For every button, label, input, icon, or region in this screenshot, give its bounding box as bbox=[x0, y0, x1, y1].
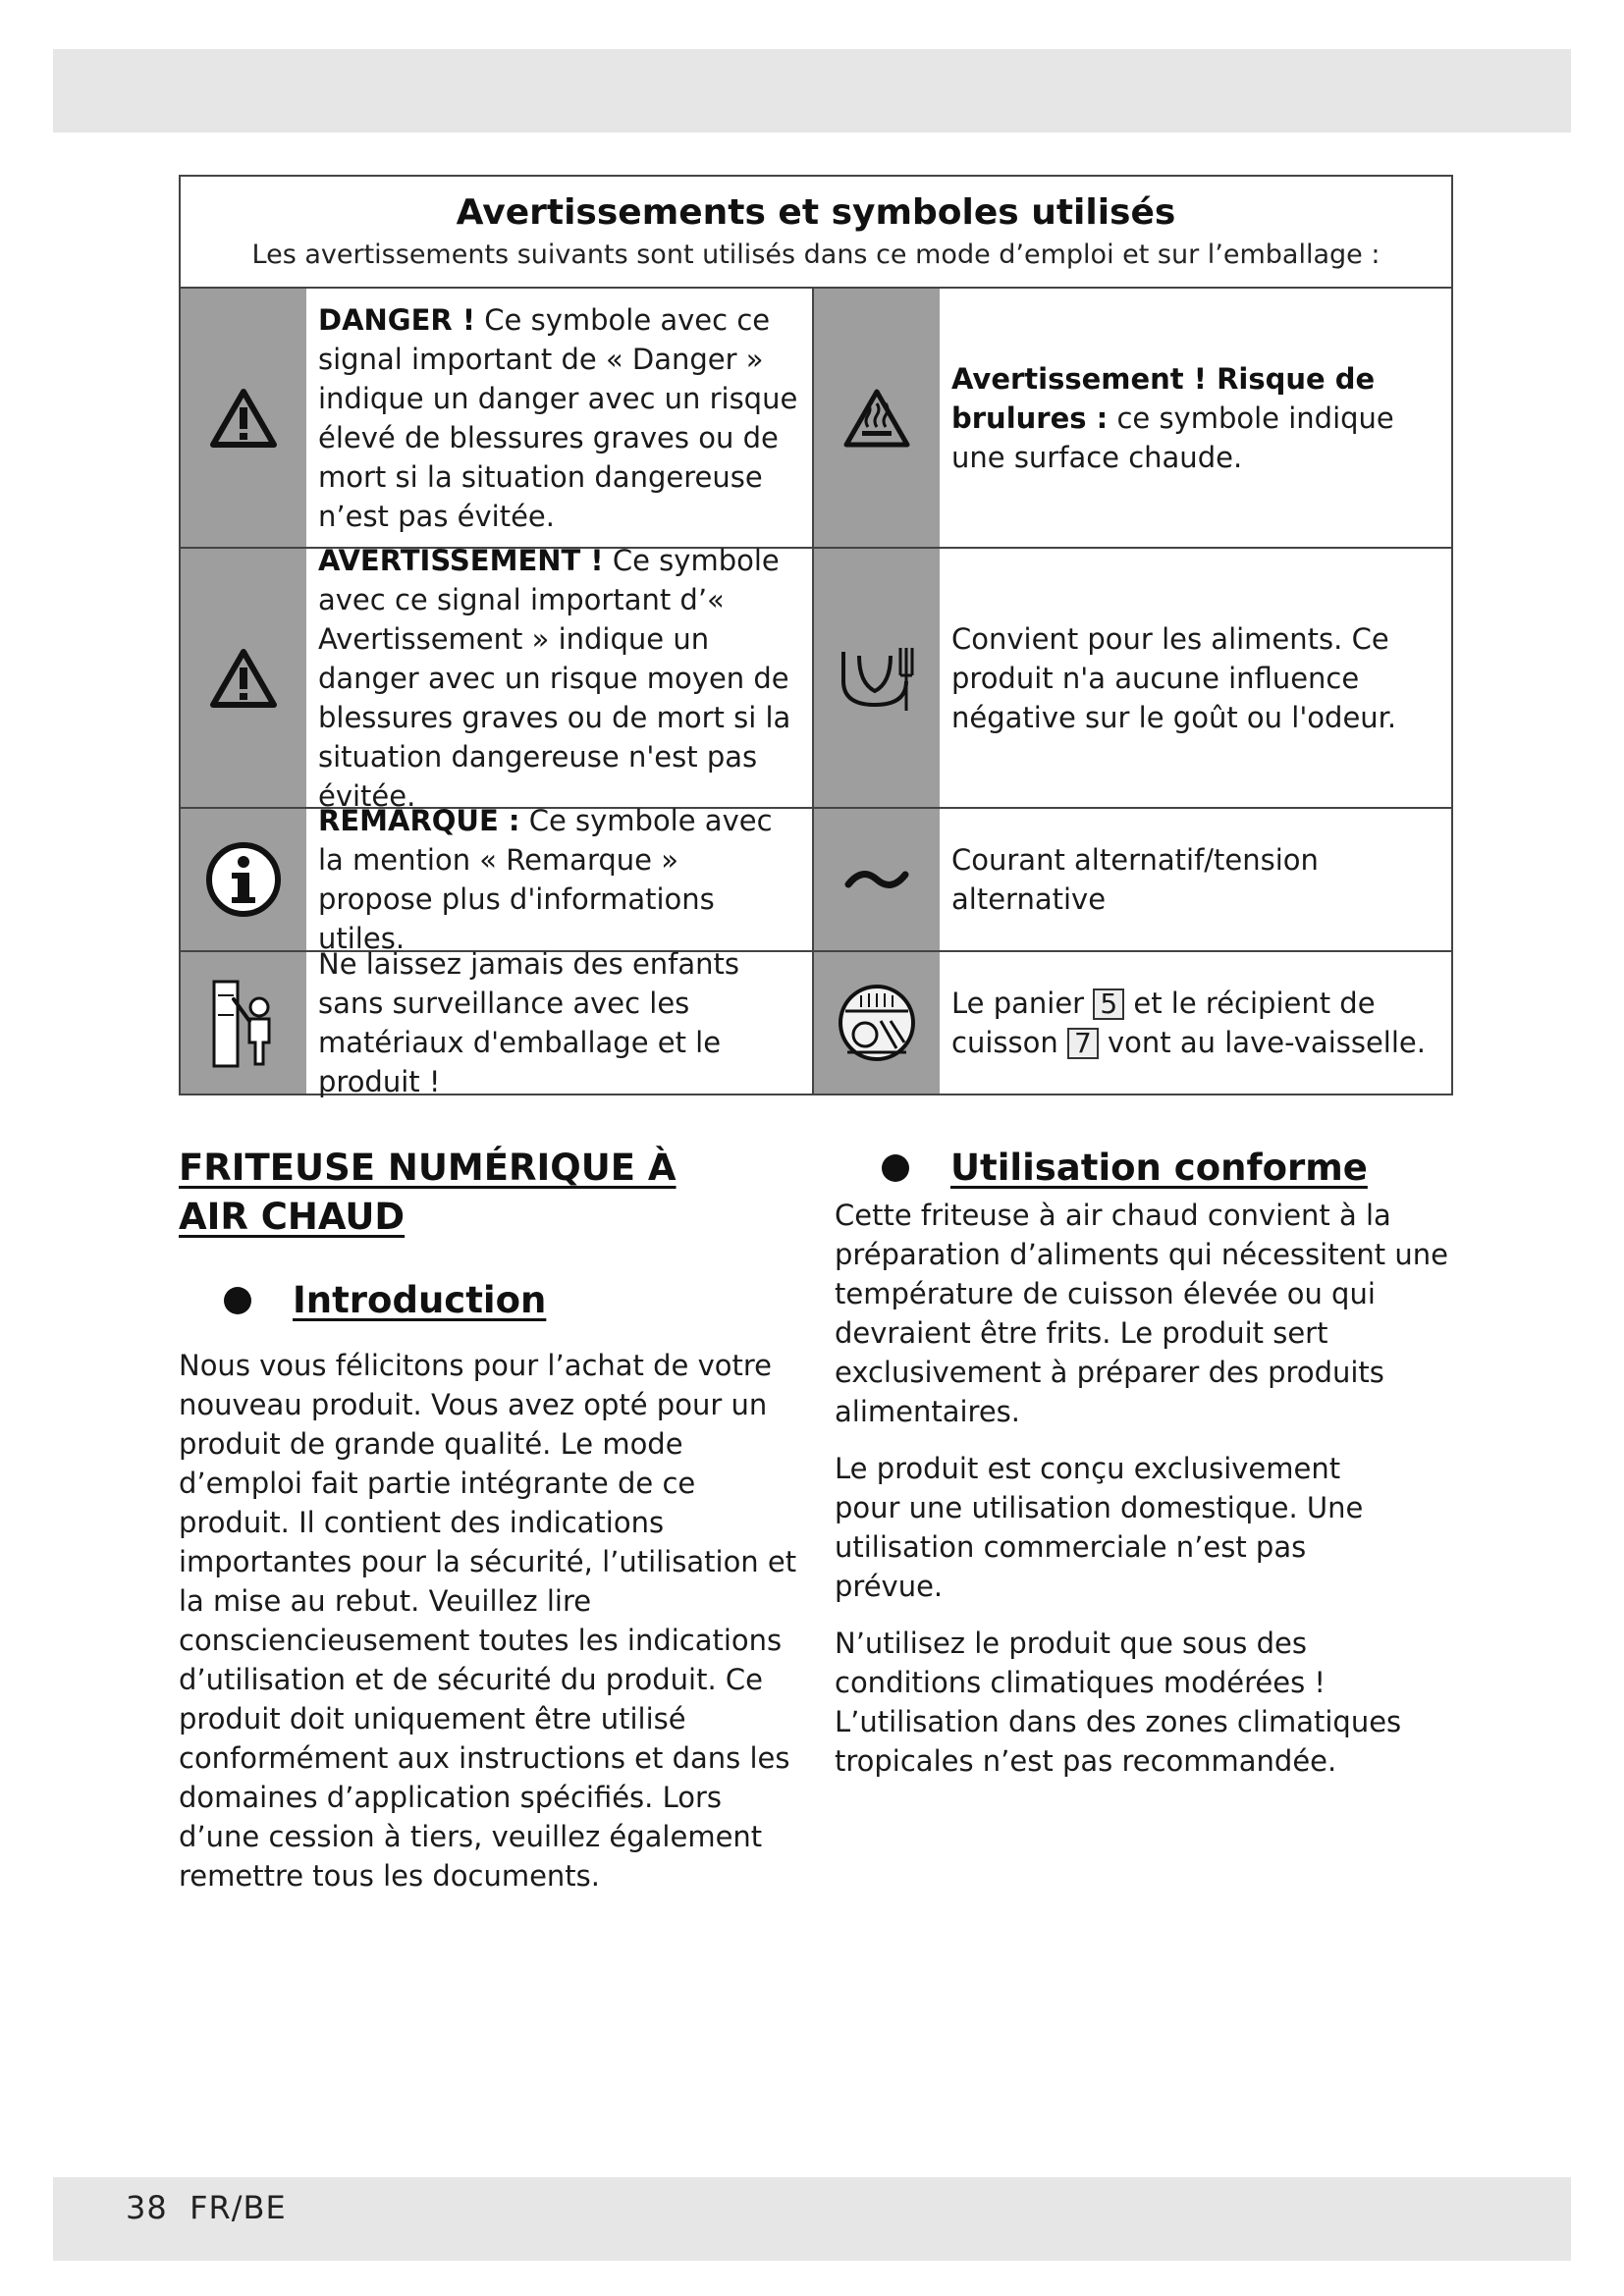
part-number-badge: 5 bbox=[1093, 988, 1124, 1020]
danger-label: DANGER ! bbox=[318, 302, 476, 337]
dishwasher-description bbox=[940, 952, 1451, 1094]
introduction-paragraph: Nous vous félicitons pour l’achat de votre nouveau produit. Vous avez opté pour un produit de grande qualité. Le mode d’emploi fait partie intégrante de ce produit. Il contient des indications importantes pour la sécurité, l’utilisation et la mise au rebut. Veuillez lire consciencieusement toutes les indications d’utilisation et de sécurité du produit. Ce produit doit uniquement être utilisé conformément aux instructions et dans les domaines d’application spécifiés. Lors d’une cession à tiers, veuillez également remettre tous les documents. bbox=[179, 1349, 797, 1893]
food-safe-icon bbox=[814, 549, 940, 807]
dishwasher-safe-icon bbox=[814, 952, 940, 1094]
section-heading-utilisation bbox=[835, 1145, 1463, 1192]
dishwasher-text-1: Le panier bbox=[951, 987, 1085, 1020]
symbols-row bbox=[181, 804, 1451, 955]
symbols-table-header bbox=[181, 177, 1451, 289]
bullet-icon bbox=[882, 1154, 909, 1182]
warning-triangle-icon bbox=[181, 289, 306, 547]
food-text: Convient pour les aliments. Ce produit n'a aucune influence négative sur le goût ou l'odeur. bbox=[951, 621, 1397, 734]
warning-triangle-icon bbox=[181, 549, 306, 807]
part-number-badge: 7 bbox=[1067, 1028, 1099, 1059]
symbols-row bbox=[181, 289, 1451, 549]
section-heading-label: Utilisation conforme bbox=[950, 1147, 1368, 1189]
burn-text: ce symbole indique une surface chaude. bbox=[951, 400, 1394, 474]
ac-text: Courant alternatif/tension alternative bbox=[951, 843, 1319, 916]
right-column bbox=[835, 1144, 1463, 1781]
burn-description bbox=[940, 289, 1451, 547]
page-number: 38 FR/BE bbox=[126, 2189, 287, 2226]
note-label: REMARQUE : bbox=[318, 804, 520, 837]
utilisation-paragraph: Le produit est conçu exclusivement pour une utilisation domestique. Une utilisation commerciale n’est pas prévue. bbox=[835, 1452, 1364, 1603]
warning-label: AVERTISSEMENT ! bbox=[318, 543, 604, 577]
symbols-row bbox=[181, 543, 1451, 813]
note-description bbox=[306, 804, 814, 955]
dishwasher-text-3: vont au lave-vaisselle. bbox=[1108, 1026, 1426, 1059]
symbols-table bbox=[179, 175, 1453, 1098]
main-heading: FRITEUSE NUMÉRIQUE À AIR CHAUD bbox=[179, 1147, 677, 1238]
danger-description bbox=[306, 289, 814, 547]
danger-text: Ce symbole avec ce signal important de « Danger » indique un danger avec un risque élevé de blessures graves ou de mort si la situation dangereuse n’est pas évitée. bbox=[318, 302, 798, 533]
utilisation-paragraph: Cette friteuse à air chaud convient à la préparation d’aliments qui nécessitent une température de cuisson élevée ou qui devraient être frits. Le produit sert exclusivement à préparer des produits alimentaires. bbox=[835, 1199, 1448, 1428]
alternating-current-icon bbox=[814, 809, 940, 950]
bullet-icon bbox=[224, 1287, 251, 1314]
warning-text: Ce symbole avec ce signal important d’« Avertissement » indique un danger avec un risque moyen de blessures graves ou de mort si la situation dangereuse n'est pas évitée. bbox=[318, 543, 791, 813]
hot-surface-icon bbox=[814, 289, 940, 547]
child-supervision-icon bbox=[181, 952, 306, 1094]
left-column bbox=[179, 1144, 807, 1896]
symbols-row bbox=[181, 947, 1451, 1098]
burn-label: Avertissement ! Risque de brulures : bbox=[951, 361, 1376, 435]
ac-description bbox=[940, 809, 1451, 950]
children-description bbox=[306, 947, 814, 1098]
header-band bbox=[53, 49, 1571, 133]
dishwasher-text-2: et le récipient de cuisson bbox=[951, 987, 1376, 1059]
info-icon bbox=[181, 809, 306, 950]
symbols-table-title: Avertissements et symboles utilisés bbox=[456, 192, 1176, 233]
children-text: Ne laissez jamais des enfants sans surveillance avec les matériaux d'emballage et le produit ! bbox=[318, 947, 740, 1098]
utilisation-paragraph: N’utilisez le produit que sous des conditions climatiques modérées ! L’utilisation dans des zones climatiques tropicales n’est pas recommandée. bbox=[835, 1627, 1402, 1778]
section-heading-introduction bbox=[179, 1277, 807, 1324]
note-text: Ce symbole avec la mention « Remarque » propose plus d'informations utiles. bbox=[318, 804, 773, 955]
section-heading-label: Introduction bbox=[293, 1279, 547, 1321]
food-description bbox=[940, 549, 1451, 807]
symbols-table-subtitle: Les avertissements suivants sont utilisés dans ce mode d’emploi et sur l’emballage : bbox=[251, 240, 1380, 270]
warning-description bbox=[306, 543, 814, 813]
